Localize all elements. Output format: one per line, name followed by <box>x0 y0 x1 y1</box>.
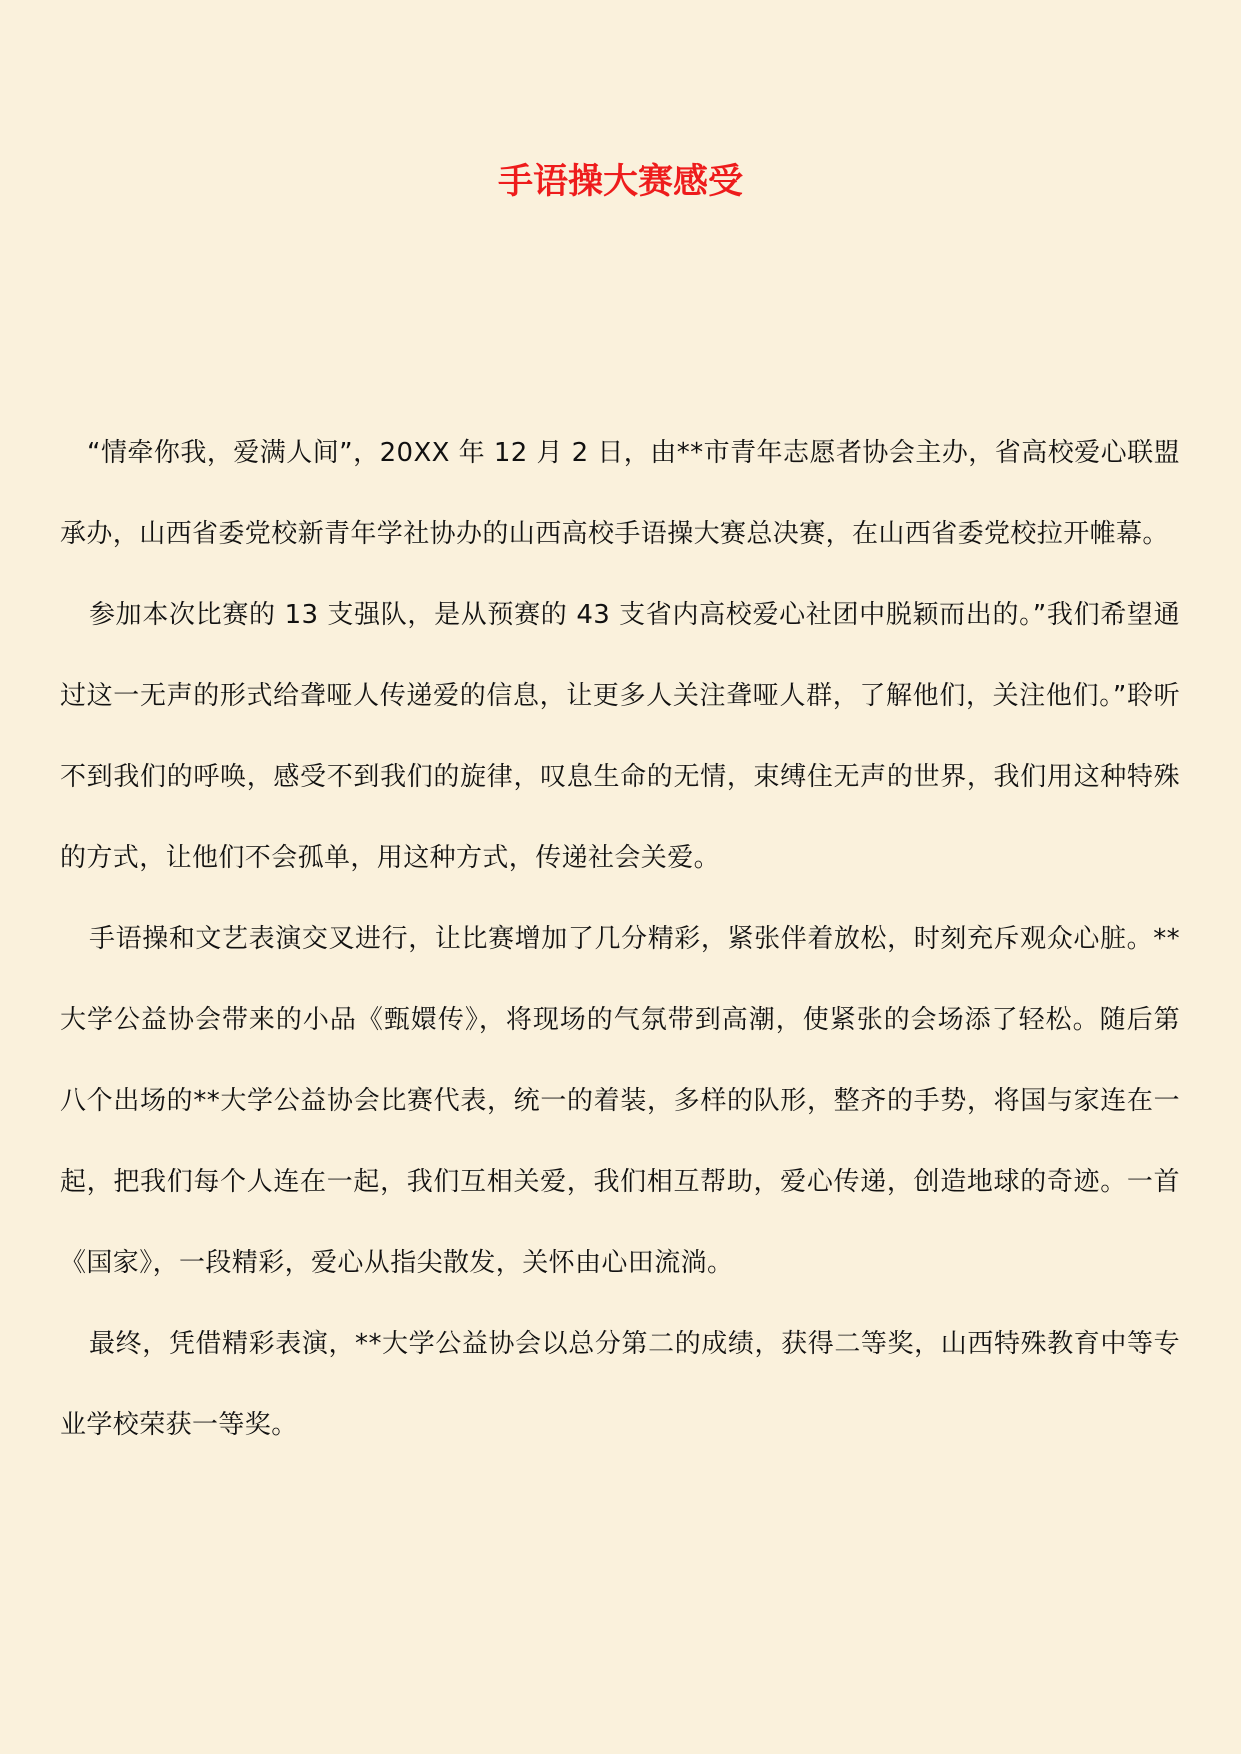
document-body <box>60 413 1180 1466</box>
paragraph-2: 参加本次比赛的 13 支强队，是从预赛的 43 支省内高校爱心社团中脱颖而出的。”我们希望通过这一无声的形式给聋哑人传递爱的信息，让更多人关注聋哑人群，了解他们，关注他们。”聆听不到我们的呼唤，感受不到我们的旋律，叹息生命的无情，束缚住无声的世界，我们用这种特殊的方式，让他们不会孤单，用这种方式，传递社会关爱。 <box>60 600 1180 873</box>
paragraph-4: 最终，凭借精彩表演，**大学公益协会以总分第二的成绩，获得二等奖，山西特殊教育中等专业学校荣获一等奖。 <box>60 1329 1180 1440</box>
paragraph-3: 手语操和文艺表演交叉进行，让比赛增加了几分精彩，紧张伴着放松，时刻充斥观众心脏。**大学公益协会带来的小品《甄嬛传》，将现场的气氛带到高潮，使紧张的会场添了轻松。随后第八个出场的**大学公益协会比赛代表，统一的着装，多样的队形，整齐的手势，将国与家连在一起，把我们每个人连在一起，我们互相关爱，我们相互帮助，爱心传递，创造地球的奇迹。一首《国家》，一段精彩，爱心从指尖散发，关怀由心田流淌。 <box>60 924 1180 1278</box>
paragraph-1: “情牵你我，爱满人间”，20XX 年 12 月 2 日，由**市青年志愿者协会主办，省高校爱心联盟承办，山西省委党校新青年学社协办的山西高校手语操大赛总决赛，在山西省委党校拉开帷幕。 <box>60 438 1180 549</box>
document-title: 手语操大赛感受 <box>497 161 743 202</box>
